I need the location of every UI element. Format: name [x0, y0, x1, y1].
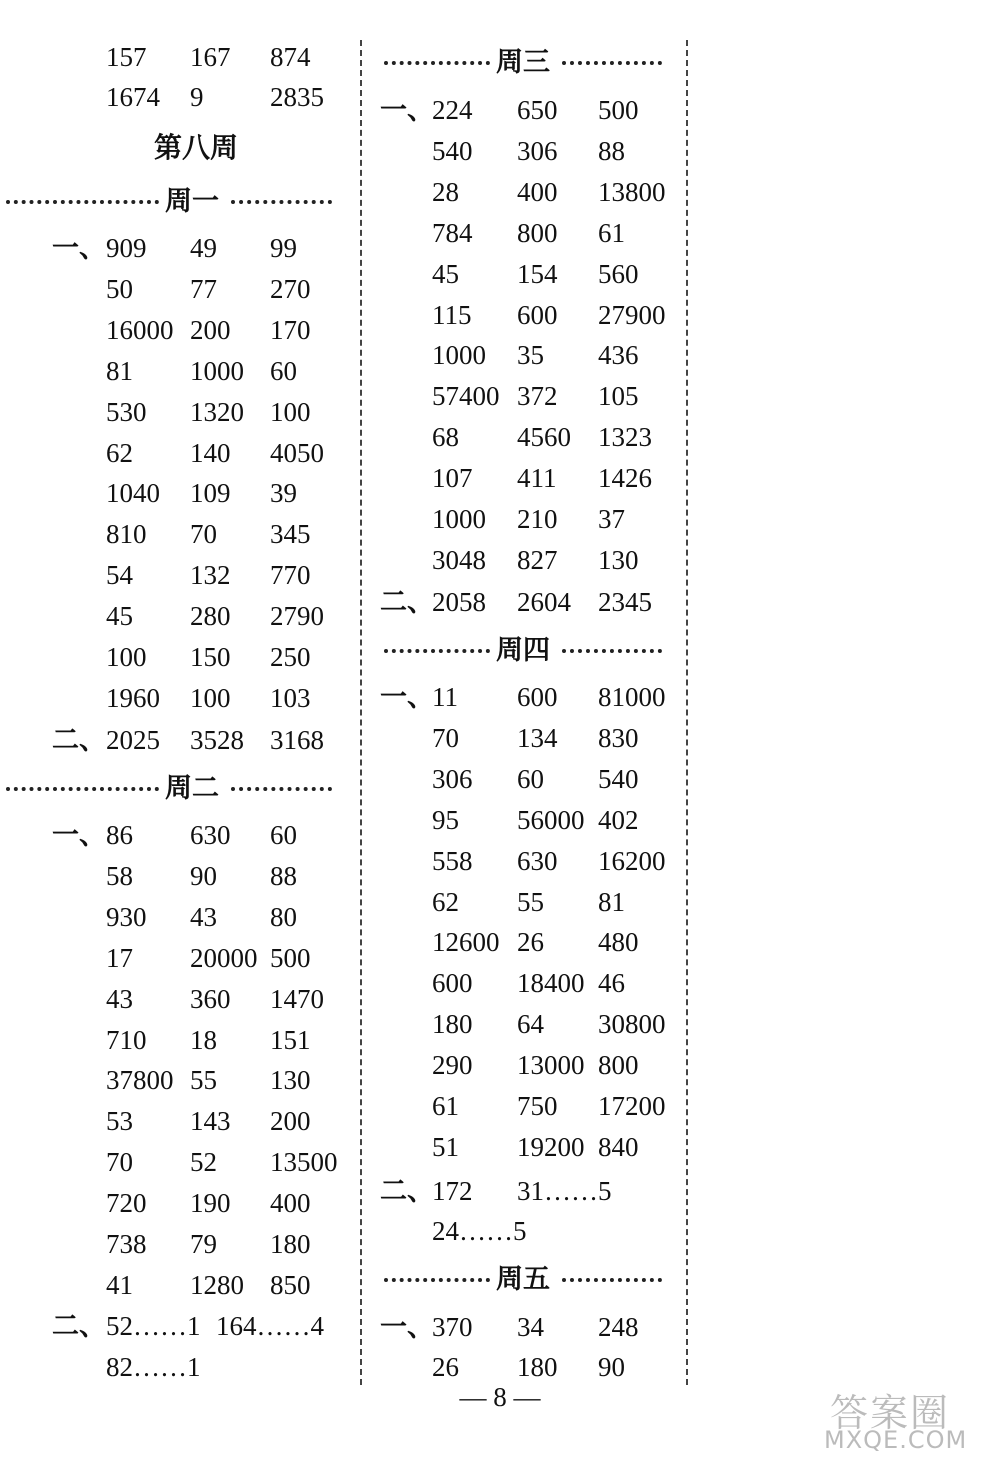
- answer-value: 61: [432, 1091, 459, 1121]
- answer-row: [0, 1020, 352, 1060]
- answer-value: 170: [270, 314, 311, 345]
- answer-value: 402: [598, 804, 639, 835]
- answer-value: 100: [270, 396, 311, 427]
- answer-value: 143: [190, 1106, 231, 1137]
- answer-row: [378, 1307, 678, 1347]
- answer-value: 710: [106, 1024, 147, 1055]
- answer-value: 13500: [270, 1147, 338, 1178]
- answer-value: 2790: [270, 601, 324, 632]
- answer-value: 62: [106, 437, 133, 468]
- section-marker: 二、: [52, 1311, 106, 1341]
- answer-row: [378, 417, 678, 457]
- answer-value: 150: [190, 642, 231, 672]
- answer-row: [378, 376, 678, 416]
- answer-value: 103: [270, 682, 311, 713]
- answer-value: 11: [432, 682, 458, 712]
- answer-value: 411: [517, 463, 557, 494]
- answer-value: 738: [106, 1229, 147, 1259]
- answer-value: 1000: [190, 355, 244, 386]
- answer-row: [378, 718, 678, 758]
- answer-value: 70: [106, 1147, 133, 1178]
- answer-row: [378, 499, 678, 539]
- answer-value: 650: [517, 95, 558, 125]
- answer-value: 49: [190, 233, 217, 263]
- answer-value: 164……4: [216, 1311, 324, 1341]
- answer-row: [0, 433, 352, 473]
- answer-value: 909: [106, 233, 147, 263]
- answer-value: 800: [517, 217, 558, 248]
- column-divider-1: [360, 40, 362, 1385]
- answer-value: 630: [190, 820, 231, 850]
- answer-value: 1674: [106, 82, 160, 112]
- answer-row: [0, 897, 352, 937]
- answer-value: 19200: [517, 1131, 585, 1162]
- answer-value: 56000: [517, 804, 585, 835]
- section-marker: 一、: [380, 682, 434, 712]
- dotted-leader: [384, 1278, 490, 1282]
- answer-value: 600: [432, 968, 473, 999]
- answer-value: 55: [190, 1065, 217, 1096]
- answer-row: [0, 856, 352, 896]
- section-marker: 一、: [380, 95, 434, 125]
- answer-value: 770: [270, 560, 311, 591]
- answer-value: 306: [432, 763, 473, 794]
- answer-row: [378, 1045, 678, 1085]
- day-header: [378, 1259, 668, 1299]
- answer-value: 345: [270, 519, 311, 550]
- answer-value: 41: [106, 1269, 133, 1300]
- answer-value: 1000: [432, 340, 486, 371]
- answer-row: [0, 938, 352, 978]
- answer-row: [378, 335, 678, 375]
- answer-row: [0, 77, 352, 117]
- answer-value: 540: [432, 135, 473, 166]
- answer-row: [378, 254, 678, 294]
- answer-value: 77: [190, 273, 217, 304]
- answer-value: 80: [270, 901, 297, 932]
- answer-value: 28: [432, 176, 459, 207]
- answer-value: 306: [517, 135, 558, 166]
- answer-row: [378, 213, 678, 253]
- answer-row: [0, 473, 352, 513]
- answer-value: 600: [517, 299, 558, 330]
- answer-row: [378, 841, 678, 881]
- answer-value: 480: [598, 927, 639, 958]
- answer-value: 18400: [517, 968, 585, 999]
- answer-value: 70: [432, 722, 459, 753]
- watermark-title: 答案圈: [830, 1391, 951, 1435]
- answer-row: [378, 131, 678, 171]
- answer-value: 12600: [432, 927, 500, 958]
- day-title: 周二: [165, 773, 219, 803]
- answer-value: 2835: [270, 82, 324, 112]
- answer-row: [0, 1306, 352, 1346]
- answer-value: 26: [432, 1352, 459, 1382]
- section-marker: 一、: [52, 820, 106, 850]
- answer-value: 34: [517, 1312, 544, 1342]
- answer-value: 500: [598, 95, 639, 125]
- answer-value: 54: [106, 560, 133, 591]
- answer-value: 400: [270, 1188, 311, 1219]
- answer-value: 151: [270, 1024, 311, 1055]
- answer-value: 46: [598, 968, 625, 999]
- answer-value: 436: [598, 340, 639, 371]
- day-header: [378, 42, 668, 82]
- answer-value: 81000: [598, 682, 666, 712]
- day-header: [378, 630, 668, 670]
- answer-row: [0, 1060, 352, 1100]
- answer-value: 130: [270, 1065, 311, 1096]
- answer-value: 45: [106, 601, 133, 632]
- answer-value: 86: [106, 820, 133, 850]
- answer-value: 600: [517, 682, 558, 712]
- answer-value: 167: [190, 42, 231, 72]
- day-title: 周五: [496, 1264, 550, 1294]
- answer-row: [378, 963, 678, 1003]
- answer-value: 840: [598, 1131, 639, 1162]
- answer-value: 17200: [598, 1091, 666, 1121]
- dotted-leader: [562, 1278, 662, 1282]
- answer-value: 930: [106, 901, 147, 932]
- answer-value: 558: [432, 845, 473, 876]
- page-number: — 8 —: [459, 1382, 541, 1412]
- answer-value: 140: [190, 437, 231, 468]
- answer-value: 1470: [270, 983, 324, 1014]
- answer-row: [0, 310, 352, 350]
- answer-value: 270: [270, 273, 311, 304]
- answer-value: 16000: [106, 314, 174, 345]
- answer-row: [378, 540, 678, 580]
- column-divider-2: [686, 40, 688, 1385]
- answer-value: 3168: [270, 725, 324, 755]
- answer-row: [378, 90, 678, 130]
- answer-row: [0, 514, 352, 554]
- answer-value: 26: [517, 927, 544, 958]
- answer-value: 1426: [598, 463, 652, 494]
- answer-value: 43: [190, 901, 217, 932]
- answer-value: 17: [106, 942, 133, 973]
- answer-value: 132: [190, 560, 231, 591]
- answer-value: 79: [190, 1229, 217, 1259]
- answer-value: 2604: [517, 587, 571, 617]
- answer-value: 35: [517, 340, 544, 371]
- watermark-site: MXQE.COM: [824, 1426, 968, 1454]
- answer-value: 1320: [190, 396, 244, 427]
- dotted-leader: [6, 200, 159, 204]
- answer-row: [0, 37, 352, 77]
- answer-value: 200: [190, 314, 231, 345]
- answer-value: 500: [270, 942, 311, 973]
- answer-row: [378, 458, 678, 498]
- answer-value: 105: [598, 381, 639, 412]
- answer-row: [0, 555, 352, 595]
- answer-value: 750: [517, 1091, 558, 1121]
- answer-value: 16200: [598, 845, 666, 876]
- answer-value: 1040: [106, 478, 160, 509]
- answer-value: 784: [432, 217, 473, 248]
- answer-value: 18: [190, 1024, 217, 1055]
- answer-value: 99: [270, 233, 297, 263]
- answer-row: [378, 677, 678, 717]
- watermark: [820, 1382, 998, 1454]
- answer-value: 157: [106, 42, 147, 72]
- answer-value: 100: [106, 642, 147, 672]
- answer-value: 88: [598, 135, 625, 166]
- answer-value: 50: [106, 273, 133, 304]
- answer-row: [378, 759, 678, 799]
- answer-value: 3528: [190, 725, 244, 755]
- answer-value: 31……5: [517, 1176, 612, 1206]
- section-marker: 二、: [380, 587, 434, 617]
- answer-row: [0, 596, 352, 636]
- answer-value: 52……1: [106, 1311, 201, 1341]
- answer-value: 850: [270, 1269, 311, 1300]
- answer-value: 9: [190, 82, 204, 112]
- answer-value: 1280: [190, 1269, 244, 1300]
- answer-value: 134: [517, 722, 558, 753]
- answer-value: 37: [598, 504, 625, 534]
- answer-value: 210: [517, 504, 558, 534]
- answer-value: 200: [270, 1106, 311, 1137]
- answer-row: [378, 1004, 678, 1044]
- answer-value: 180: [432, 1009, 473, 1040]
- answer-value: 372: [517, 381, 558, 412]
- answer-row: [0, 1265, 352, 1305]
- answer-value: 45: [432, 258, 459, 289]
- answer-value: 81: [106, 355, 133, 386]
- answer-value: 82……1: [106, 1352, 201, 1382]
- answer-value: 39: [270, 478, 297, 509]
- answer-value: 68: [432, 422, 459, 453]
- dotted-leader: [231, 787, 332, 791]
- answer-row: [0, 815, 352, 855]
- day-header: [0, 181, 338, 221]
- answer-row: [0, 392, 352, 432]
- answer-value: 60: [270, 820, 297, 850]
- answer-row: [0, 678, 352, 718]
- dotted-leader: [384, 61, 490, 65]
- answer-row: [0, 1347, 352, 1387]
- day-title: 周一: [165, 186, 219, 216]
- answer-value: 4560: [517, 422, 571, 453]
- answer-value: 180: [270, 1229, 311, 1259]
- answer-value: 190: [190, 1188, 231, 1219]
- answer-row: [378, 882, 678, 922]
- answer-value: 115: [432, 299, 472, 330]
- answer-value: 55: [517, 886, 544, 917]
- answer-value: 62: [432, 886, 459, 917]
- answer-value: 30800: [598, 1009, 666, 1040]
- answer-value: 4050: [270, 437, 324, 468]
- answer-value: 64: [517, 1009, 544, 1040]
- answer-value: 172: [432, 1176, 473, 1206]
- answer-value: 2058: [432, 587, 486, 617]
- answer-value: 290: [432, 1050, 473, 1081]
- answer-value: 1323: [598, 422, 652, 453]
- answer-value: 90: [190, 860, 217, 891]
- answer-value: 37800: [106, 1065, 174, 1096]
- section-marker: 二、: [380, 1176, 434, 1206]
- answer-row: [378, 582, 678, 622]
- answer-value: 57400: [432, 381, 500, 412]
- answer-value: 81: [598, 886, 625, 917]
- section-marker: 一、: [52, 233, 106, 263]
- answer-row: [0, 637, 352, 677]
- answer-value: 107: [432, 463, 473, 494]
- answer-row: [378, 800, 678, 840]
- answer-value: 530: [106, 396, 147, 427]
- answer-row: [0, 228, 352, 268]
- answer-value: 90: [598, 1352, 625, 1382]
- answer-row: [378, 1347, 678, 1387]
- answer-value: 360: [190, 983, 231, 1014]
- dotted-leader: [562, 61, 662, 65]
- answer-value: 70: [190, 519, 217, 550]
- answer-row: [0, 979, 352, 1019]
- dotted-leader: [562, 649, 662, 653]
- answer-row: [378, 1211, 678, 1251]
- answer-row: [378, 295, 678, 335]
- answer-value: 3048: [432, 544, 486, 575]
- answer-value: 2345: [598, 587, 652, 617]
- answer-row: [378, 1171, 678, 1211]
- day-header: [0, 768, 338, 808]
- answer-value: 248: [598, 1312, 639, 1342]
- answer-value: 52: [190, 1147, 217, 1178]
- answer-value: 27900: [598, 299, 666, 330]
- answer-value: 830: [598, 722, 639, 753]
- answer-value: 58: [106, 860, 133, 891]
- answer-row: [0, 1224, 352, 1264]
- answer-row: [0, 351, 352, 391]
- answer-value: 53: [106, 1106, 133, 1137]
- answer-value: 95: [432, 804, 459, 835]
- answer-row: [378, 922, 678, 962]
- answer-value: 540: [598, 763, 639, 794]
- section-marker: 一、: [380, 1312, 434, 1342]
- answer-value: 51: [432, 1131, 459, 1162]
- answer-value: 874: [270, 42, 311, 72]
- answer-value: 280: [190, 601, 231, 632]
- answer-value: 560: [598, 258, 639, 289]
- answer-value: 20000: [190, 942, 258, 973]
- answer-row: [0, 720, 352, 760]
- answer-value: 810: [106, 519, 147, 550]
- answer-value: 400: [517, 176, 558, 207]
- day-title: 周四: [496, 635, 550, 665]
- answer-row: [0, 269, 352, 309]
- dotted-leader: [231, 200, 332, 204]
- answer-value: 1960: [106, 682, 160, 713]
- answer-value: 13800: [598, 176, 666, 207]
- answer-value: 13000: [517, 1050, 585, 1081]
- answer-value: 1000: [432, 504, 486, 534]
- answer-row: [378, 1127, 678, 1167]
- answer-value: 60: [517, 763, 544, 794]
- answer-value: 154: [517, 258, 558, 289]
- answer-row: [378, 1086, 678, 1126]
- dotted-leader: [6, 787, 159, 791]
- answer-value: 43: [106, 983, 133, 1014]
- answer-value: 100: [190, 682, 231, 713]
- answer-value: 180: [517, 1352, 558, 1382]
- answer-row: [0, 1101, 352, 1141]
- answer-row: [378, 172, 678, 212]
- day-title: 周三: [496, 47, 550, 77]
- answer-value: 60: [270, 355, 297, 386]
- answer-value: 800: [598, 1050, 639, 1081]
- answer-value: 88: [270, 860, 297, 891]
- answer-value: 370: [432, 1312, 473, 1342]
- answer-value: 720: [106, 1188, 147, 1219]
- week-title: 第八周: [154, 131, 239, 164]
- answer-value: 24……5: [432, 1216, 527, 1246]
- answer-value: 61: [598, 217, 625, 248]
- answer-value: 250: [270, 642, 311, 672]
- answer-value: 2025: [106, 725, 160, 755]
- answer-row: [0, 1183, 352, 1223]
- dotted-leader: [384, 649, 490, 653]
- answer-value: 630: [517, 845, 558, 876]
- answer-value: 130: [598, 544, 639, 575]
- answer-value: 224: [432, 95, 473, 125]
- answer-row: [0, 1142, 352, 1182]
- answer-value: 109: [190, 478, 231, 509]
- answer-value: 827: [517, 544, 558, 575]
- section-marker: 二、: [52, 725, 106, 755]
